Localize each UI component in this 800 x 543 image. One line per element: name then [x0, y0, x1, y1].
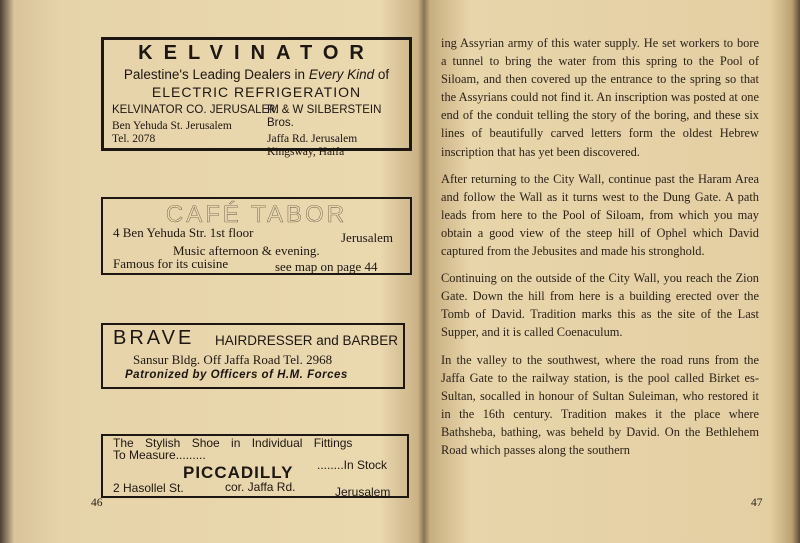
piccadilly-city: Jerusalem: [335, 485, 391, 499]
kelvinator-ad: [101, 37, 412, 158]
brave-ad: [101, 323, 405, 389]
piccadilly-stock: ........In Stock: [317, 458, 388, 472]
tagline-pre: Palestine's Leading Dealers in: [123, 67, 309, 82]
page-number-left: 46: [91, 497, 103, 509]
kelvinator-right-line: R. & W SILBERSTEIN Bros.: [267, 104, 382, 129]
page-number-right: 47: [751, 497, 763, 509]
kelvinator-subtitle: ELECTRIC REFRIGERATION: [151, 84, 362, 100]
piccadilly-title: PICCADILLY: [183, 463, 294, 482]
tagline-emphasis: Every Kind: [308, 67, 375, 82]
kelvinator-left-line: KELVINATOR CO. JERUSALEM: [112, 104, 279, 116]
piccadilly-ad: [101, 434, 409, 498]
cafe-tabor-city: Jerusalem: [341, 230, 393, 245]
cafe-tabor-famous: Famous for its cuisine: [113, 256, 229, 271]
brave-subtitle: HAIRDRESSER and BARBER: [215, 333, 399, 348]
paragraph: After returning to the City Wall, continue past the Haram Area and follow the Wall as it turns west to the Dung Gate. A path leads from here to the Pool of Siloam, from which you may obtain a good view of the steep hill of Ophel which David captured from the Jebusites and made his stronghold.: [441, 171, 759, 259]
piccadilly-line1: The Stylish Shoe in Individual Fittings: [113, 436, 353, 450]
piccadilly-line2: To Measure.........: [113, 448, 206, 462]
kelvinator-left-line: Ben Yehuda St. Jerusalem: [112, 120, 232, 132]
cafe-tabor-music: Music afternoon & evening.: [173, 243, 320, 258]
paragraph: ing Assyrian army of this water supply. He set workers to bore a tunnel to bring the water from this spring to the Pool of Siloam, and then covered up the entrance to the spring so that the Assyrians could not find it. An inscription was posted at one end of the conduit telling the story of the boring, and these six lines of beautifully carved letters form the oldest Hebrew inscription that has yet been discovered.: [441, 36, 759, 159]
kelvinator-right-column: [267, 104, 409, 159]
tagline-post: of: [374, 67, 390, 82]
kelvinator-tagline: [104, 67, 409, 82]
brave-address: Sansur Bldg. Off Jaffa Road Tel. 2968: [133, 352, 333, 367]
kelvinator-left-line: Tel. 2078: [112, 133, 156, 145]
brave-title: BRAVE: [113, 327, 195, 349]
cafe-tabor-map-ref: see map on page 44: [275, 259, 378, 274]
body-text: [441, 34, 759, 468]
kelvinator-right-line: Jaffa Rd. Jerusalem: [267, 133, 358, 145]
cafe-tabor-ad: [101, 197, 412, 275]
kelvinator-title: KELVINATOR: [138, 42, 375, 64]
brave-patron-note: Patronized by Officers of H.M. Forces: [125, 369, 348, 381]
kelvinator-left-column: [112, 104, 279, 146]
kelvinator-right-line: Kingsway, Haifa: [267, 146, 345, 158]
piccadilly-corner: cor. Jaffa Rd.: [225, 480, 296, 494]
piccadilly-address: 2 Hasollel St.: [113, 481, 184, 495]
cafe-tabor-address: 4 Ben Yehuda Str. 1st floor: [113, 225, 254, 240]
paragraph: In the valley to the southwest, where the road runs from the Jaffa Gate to the railway station, is the pool called Birket es-Sultan, socalled in honour of Sultan Suleiman, who restored it in the 16th century. Tradition makes it the place where Bathsheba, bathing, was beheld by David. On the Bethlehem Road which passes along the southern: [441, 352, 759, 457]
paragraph: Continuing on the outside of the City Wall, you reach the Zion Gate. Down the hill from here is a building erected over the Tomb of David. Tradition marks this as the site of the Last Supper, and it is called Coenaculum.: [441, 271, 759, 340]
cafe-tabor-title: CAFÉ TABOR: [165, 201, 348, 228]
